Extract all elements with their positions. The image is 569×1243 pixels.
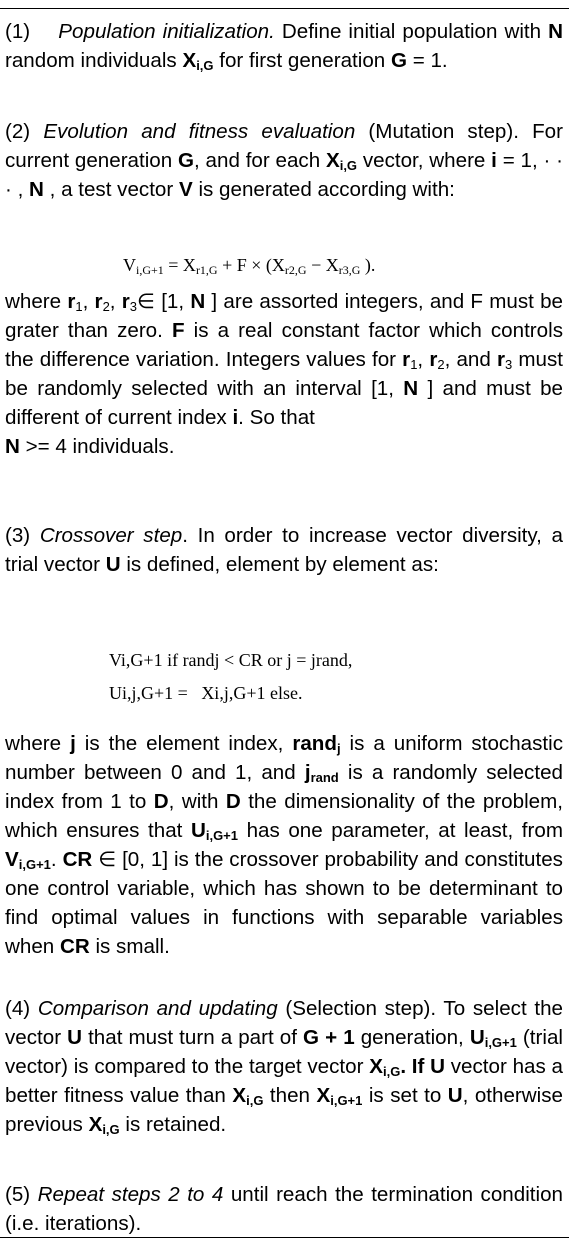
symbol-r: r bbox=[429, 348, 438, 371]
text: . In order to increase vector diversity, a trial vector bbox=[5, 524, 563, 576]
symbol-r: r bbox=[121, 290, 130, 313]
text: where bbox=[5, 732, 71, 755]
text: Define initial population with bbox=[274, 20, 549, 43]
subscript: i,G bbox=[246, 1093, 264, 1108]
text: generation, bbox=[354, 1026, 470, 1049]
text: . So that bbox=[238, 406, 315, 429]
subscript: 3 bbox=[129, 299, 138, 314]
step-2-number: (2) bbox=[5, 120, 31, 143]
step-4-title: Comparison and updating bbox=[37, 997, 278, 1020]
symbol-F: F bbox=[171, 319, 185, 342]
subscript: 1 bbox=[75, 299, 83, 314]
text: is a uniform stochastic number between 0 and 1, and bbox=[5, 732, 564, 784]
step-5-paragraph bbox=[5, 1180, 563, 1238]
symbol-U: U bbox=[430, 1055, 445, 1078]
text: . If bbox=[400, 1055, 431, 1078]
symbol-D: D bbox=[153, 790, 169, 813]
symbol-N: N bbox=[5, 435, 20, 458]
eq-part: Ui,j,G+1 = bbox=[109, 683, 188, 703]
symbol-r: r bbox=[67, 290, 76, 313]
symbol-CR: CR bbox=[59, 935, 90, 958]
crossover-equation-line-1 bbox=[109, 649, 352, 671]
step-1-paragraph bbox=[5, 17, 563, 75]
eq-part: = X bbox=[163, 255, 196, 275]
crossover-equation-line-2 bbox=[109, 682, 302, 704]
eq-sub: r1,G bbox=[195, 263, 218, 277]
subscript: i,G bbox=[196, 58, 214, 73]
text: ] are assorted integers, and F must be grater than zero. bbox=[5, 290, 564, 342]
symbol-U: U bbox=[67, 1026, 83, 1049]
eq-part: − X bbox=[306, 255, 339, 275]
subscript: 1 bbox=[410, 357, 418, 372]
text: is set to bbox=[362, 1084, 448, 1107]
text: , a test vector bbox=[43, 178, 179, 201]
subscript: i,G bbox=[339, 158, 358, 173]
symbol-X: X bbox=[369, 1055, 383, 1078]
symbol-N: N bbox=[29, 178, 44, 201]
text: , bbox=[417, 348, 430, 371]
text: then bbox=[263, 1084, 317, 1107]
text: is a randomly selected index from 1 to bbox=[5, 761, 563, 813]
subscript: i,G+1 bbox=[484, 1035, 517, 1050]
symbol-G-plus-1: G + 1 bbox=[303, 1026, 355, 1049]
eq-sub: i,G+1 bbox=[136, 263, 164, 277]
text: is a real constant factor which controls the difference variation. Integers values for bbox=[5, 319, 563, 371]
symbol-X: X bbox=[232, 1084, 247, 1107]
text: (Mutation step). For current generation bbox=[5, 120, 563, 172]
symbol-X: X bbox=[316, 1084, 331, 1107]
symbol-U: U bbox=[105, 553, 121, 576]
symbol-r: r bbox=[402, 348, 411, 371]
step-2-continued bbox=[5, 287, 563, 461]
text: , with bbox=[168, 790, 226, 813]
text: , bbox=[82, 290, 95, 313]
step-2-paragraph bbox=[5, 117, 563, 204]
step-3-continued bbox=[5, 729, 563, 961]
step-5-title: Repeat steps 2 to 4 bbox=[37, 1183, 224, 1206]
eq-part: Xi,j,G+1 else. bbox=[201, 683, 303, 703]
symbol-rand: rand bbox=[292, 732, 337, 755]
text: >= 4 individuals. bbox=[19, 435, 175, 458]
text: (Selection step). To select the vector bbox=[5, 997, 563, 1049]
text: the dimensionality of the problem, which ensures that bbox=[5, 790, 563, 842]
subscript: i,G bbox=[102, 1122, 120, 1137]
text: ∈ [1, bbox=[137, 290, 191, 313]
subscript: j bbox=[336, 741, 341, 756]
step-4-number: (4) bbox=[5, 997, 31, 1020]
text: vector, where bbox=[357, 149, 492, 172]
eq-part: V bbox=[123, 255, 136, 275]
symbol-r: r bbox=[94, 290, 103, 313]
symbol-V: V bbox=[178, 178, 193, 201]
subscript: i,G+1 bbox=[205, 828, 239, 843]
symbol-r: r bbox=[496, 348, 505, 371]
symbol-X: X bbox=[88, 1113, 103, 1136]
text: ] and must be different of current index bbox=[5, 377, 563, 429]
text: . bbox=[50, 848, 63, 871]
symbol-U: U bbox=[447, 1084, 463, 1107]
symbol-N: N bbox=[190, 290, 206, 313]
symbol-U: U bbox=[469, 1026, 485, 1049]
text: , and bbox=[444, 348, 497, 371]
text: must be randomly selected with an interval [1, bbox=[5, 348, 564, 400]
bottom-rule bbox=[0, 1237, 569, 1238]
symbol-V: V bbox=[5, 848, 19, 871]
symbol-X: X bbox=[325, 149, 340, 172]
subscript: 3 bbox=[504, 357, 513, 372]
eq-part: ). bbox=[360, 255, 376, 275]
symbol-j: j bbox=[70, 732, 76, 755]
symbol-N: N bbox=[403, 377, 419, 400]
text: = 1, · · · , bbox=[5, 149, 563, 201]
eq-sub: r3,G bbox=[338, 263, 361, 277]
text: until reach the termination condition (i.e. iterations). bbox=[5, 1183, 563, 1235]
mutation-equation bbox=[123, 254, 375, 276]
subscript: i,G+1 bbox=[18, 857, 51, 872]
symbol-N: N bbox=[548, 20, 563, 43]
text: where bbox=[5, 290, 68, 313]
text: for first generation bbox=[213, 49, 391, 72]
eq-part: Vi,G+1 if randj < CR or j = jrand, bbox=[109, 650, 353, 670]
step-3-paragraph bbox=[5, 521, 563, 579]
text: , and for each bbox=[194, 149, 326, 172]
subscript: 2 bbox=[437, 357, 445, 372]
symbol-CR: CR bbox=[62, 848, 93, 871]
subscript: i,G bbox=[382, 1064, 401, 1079]
subscript: rand bbox=[310, 770, 339, 785]
text: is retained. bbox=[119, 1113, 227, 1136]
subscript: 2 bbox=[102, 299, 110, 314]
step-3-title: Crossover step bbox=[39, 524, 183, 547]
symbol-j: j bbox=[304, 761, 311, 784]
text: = 1. bbox=[406, 49, 448, 72]
text: , bbox=[109, 290, 122, 313]
symbol-G: G bbox=[178, 149, 195, 172]
text: ∈ [0, 1] is the crossover probability and constitutes one control variable, which has shown to be determinant to find optimal values in functions with separable variables when bbox=[5, 848, 563, 958]
text: vector has a better fitness value than bbox=[5, 1055, 563, 1107]
text: (trial vector) is compared to the target vector bbox=[5, 1026, 563, 1078]
text: is generated according with: bbox=[192, 178, 455, 201]
text: has one parameter, at least, from bbox=[238, 819, 563, 842]
text: is small. bbox=[89, 935, 170, 958]
eq-sub: r2,G bbox=[284, 263, 307, 277]
symbol-D: D bbox=[225, 790, 241, 813]
text: , otherwise previous bbox=[5, 1084, 563, 1136]
subscript: i,G+1 bbox=[330, 1093, 363, 1108]
symbol-i: i bbox=[232, 406, 239, 429]
text: is defined, element by element as: bbox=[120, 553, 439, 576]
step-1-number: (1) bbox=[5, 20, 31, 43]
text: is the element index, bbox=[75, 732, 293, 755]
step-3-number: (3) bbox=[5, 524, 31, 547]
symbol-i: i bbox=[491, 149, 497, 172]
eq-part: + F × (X bbox=[217, 255, 285, 275]
symbol-X: X bbox=[182, 49, 197, 72]
text: random individuals bbox=[5, 49, 183, 72]
text: that must turn a part of bbox=[82, 1026, 304, 1049]
step-5-number: (5) bbox=[5, 1183, 31, 1206]
step-2-title: Evolution and fitness evaluation bbox=[43, 120, 356, 143]
symbol-U: U bbox=[190, 819, 206, 842]
top-rule bbox=[0, 8, 569, 9]
step-4-paragraph bbox=[5, 994, 563, 1139]
symbol-G: G bbox=[390, 49, 407, 72]
step-1-title: Population initialization. bbox=[58, 20, 275, 43]
